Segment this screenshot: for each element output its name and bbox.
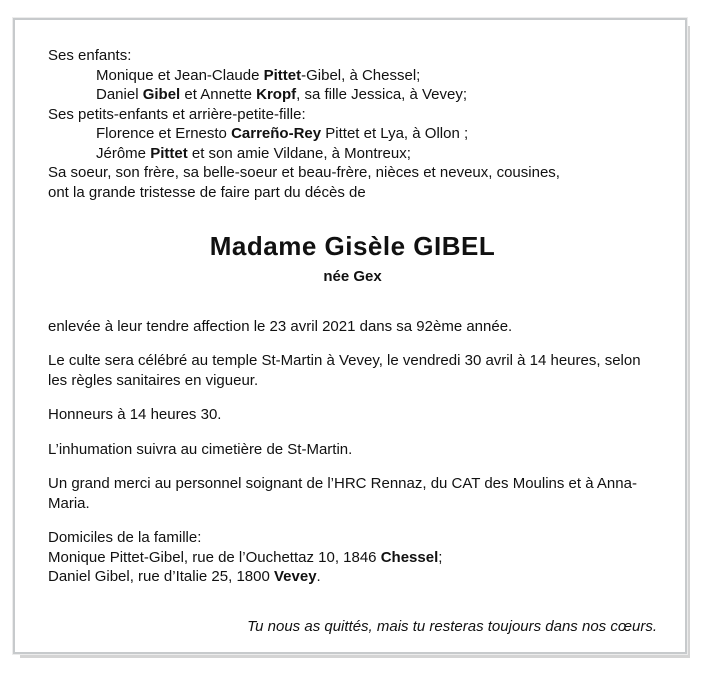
address-line-2 (48, 567, 657, 587)
emphasized-name: Kropf (256, 86, 297, 103)
text-segment: -Gibel, à Chessel; (301, 66, 421, 84)
text-segment: Pittet et Lya, à Ollon ; (321, 125, 469, 142)
address-line-1 (48, 548, 657, 568)
emphasized-name: Pittet (263, 66, 302, 84)
text-segment: Jérôme (96, 144, 151, 162)
paragraph-service: Le culte sera célébré au temple St-Martin à Vevey, le vendredi 30 avril à 14 heures, selon les règles sanitaires en vigueur. (48, 352, 641, 389)
addresses-label (48, 528, 657, 548)
emphasized-name: Gibel (142, 86, 181, 103)
text-segment: ; (438, 548, 443, 566)
text-segment: Daniel Gibel, rue d’Italie 25, 1800 (48, 568, 274, 585)
paragraph-death: enlevée à leur tendre affection le 23 avril 2021 dans sa 92ème année. (48, 317, 513, 335)
intro-line-siblings (48, 163, 657, 183)
text-segment: Sa soeur, son frère, sa belle-soeur et beau-frère, nièces et neveux, cousines, (48, 164, 560, 181)
text-segment: Daniel (96, 86, 143, 103)
text-segment: , sa fille Jessica, à Vevey; (296, 86, 468, 103)
emphasized-name: Pittet (150, 144, 188, 162)
notice-frame (13, 18, 687, 654)
emphasized-name: Carreño-Rey (231, 125, 322, 142)
text-segment: Monique et Jean-Claude (96, 66, 264, 84)
text-segment: Florence et Ernesto (96, 125, 232, 142)
family-addresses-block (48, 528, 657, 587)
paragraph-honors: Honneurs à 14 heures 30. (48, 406, 222, 423)
intro-line-grandchild-2 (48, 144, 657, 164)
intro-line-announcement (48, 183, 657, 203)
intro-line-grandchildren-label (48, 105, 657, 125)
paragraph-thanks: Un grand merci au personnel soignant de l’HRC Rennaz, du CAT des Moulins et à Anna-Maria. (48, 475, 637, 512)
deceased-name-title: Madame Gisèle GIBEL (209, 231, 496, 261)
text-segment: et son amie Vildane, à Montreux; (187, 144, 411, 162)
text-segment: ont la grande tristesse de faire part du décès de (48, 183, 366, 201)
intro-line-children-label (48, 46, 657, 66)
closing-quote: Tu nous as quittés, mais tu resteras toujours dans nos cœurs. (247, 617, 657, 635)
text-segment: Domiciles de la famille: (48, 529, 202, 546)
maiden-name: née Gex (323, 268, 382, 285)
notice-content (15, 20, 685, 652)
intro-line-child-1 (48, 66, 657, 86)
text-segment: . (316, 568, 321, 585)
text-segment: Ses petits-enfants et arrière-petite-fille: (48, 105, 306, 123)
paragraph-burial: L’inhumation suivra au cimetière de St-Martin. (48, 440, 353, 458)
emphasized-name: Chessel (380, 548, 439, 566)
emphasized-name: Vevey (273, 568, 317, 585)
family-intro-block (48, 46, 657, 202)
intro-line-child-2 (48, 85, 657, 105)
text-segment: et Annette (180, 86, 257, 103)
intro-line-grandchild-1 (48, 124, 657, 144)
text-segment: Monique Pittet-Gibel, rue de l’Ouchettaz 10, 1846 (48, 548, 381, 566)
text-segment: Ses enfants: (48, 47, 132, 64)
